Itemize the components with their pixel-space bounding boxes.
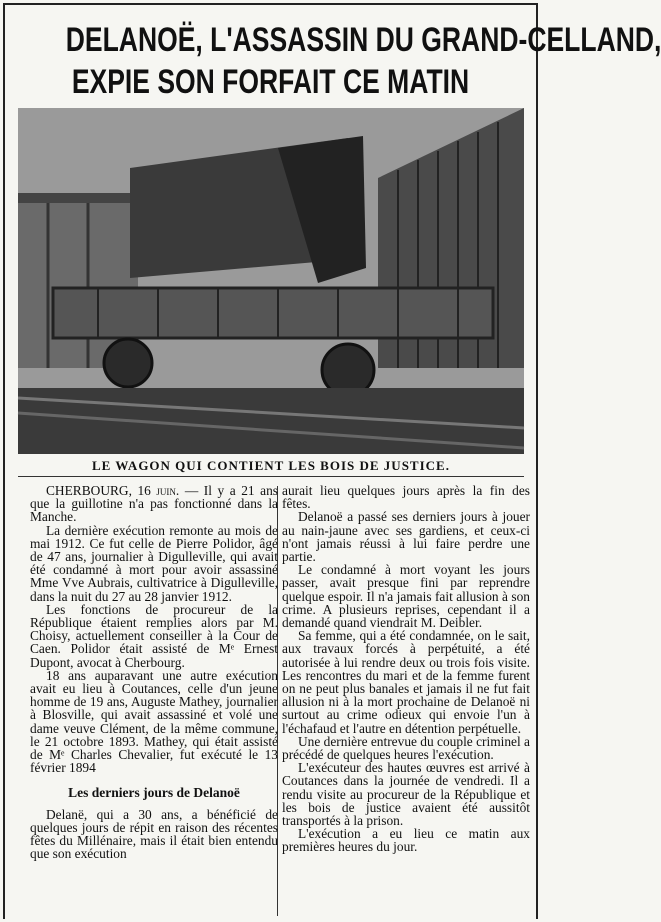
paragraph-text: — Il y a 21 ans que la guillotine n'a pas fonctionné dans la Manche. bbox=[30, 483, 278, 525]
article-paragraph: Le condamné à mort voyant les jours passer, avait presque fini par reprendre quelque espoir. Il n'a jamais fait allusion à son crime. A plusieurs reprises, cependant il a demandé quand viendrait M. Deibler. bbox=[282, 562, 530, 631]
article-paragraph: La dernière exécution remonte au mois de mai 1912. Ce fut celle de Pierre Polidor, âgé de 47 ans, journalier à Digulleville, qui avait été condamné à mort pour avoir assassiné Mme Vve Aubrais, cultivatrice à Digulleville, dans la nuit du 27 au 28 janvier 1912. bbox=[30, 522, 278, 604]
article-paragraph: Les fonctions de procureur de la République étaient remplies alors par M. Choisy, actuellement conseiller à la Cour de Caen. Polidor était assisté de Mᵉ Ernest Dupont, avocat à Cherbourg. bbox=[30, 601, 278, 670]
dateline: CHERBOURG, 16 juin. bbox=[46, 483, 180, 498]
article-paragraph: L'exécuteur des hautes œuvres est arrivé à Coutances dans la journée de vendredi. Il a rendu visite au procureur de la République et les bois de justice avaient été aussitôt transportés à la prison. bbox=[282, 760, 530, 829]
article-paragraph: Une dernière entrevue du couple criminel a précédé de quelques heures l'exécution. bbox=[282, 733, 530, 763]
article-paragraph: Delanë, qui a 30 ans, a bénéficié de quelques jours de répit en raison des récentes fêtes du Millénaire, mais il était bien entendu que son exécution bbox=[30, 806, 278, 862]
article-paragraph: 18 ans auparavant une autre exécution avait eu lieu à Coutances, celle d'un jeune homme de 19 ans, Auguste Mathey, journalier à Blosville, qui avait assassiné et volé une dame veuve Clément, de la même commune, le 21 octobre 1893. Mathey, qui était assisté de Mᵉ Charles Chevalier, fut exécuté le 13 février 1894 bbox=[30, 667, 278, 776]
article-paragraph: L'exécution a eu lieu ce matin aux premières heures du jour. bbox=[282, 826, 530, 855]
article-paragraph: aurait lieu quelques jours après la fin des fêtes. bbox=[282, 483, 530, 512]
headline-line-2: EXPIE SON FORFAIT CE MATIN bbox=[71, 63, 470, 101]
article-paragraph: Delanoë a passé ses derniers jours à jouer au nain-jaune avec ses gardiens, et ceux-ci n'ont jamais réussi à lui faire perdre une partie. bbox=[282, 509, 530, 565]
headline-line-1: DELANOË, L'ASSASSIN DU GRAND-CELLAND, bbox=[65, 21, 661, 59]
photo-caption: LE WAGON QUI CONTIENT LES BOIS DE JUSTICE. bbox=[92, 458, 450, 473]
article-column-2 bbox=[282, 484, 530, 854]
article-paragraph: Sa femme, qui a été condamnée, on le sait, aux travaux forcés à perpétuité, a été autorisée à lui rendre deux ou trois fois visite. Les rencontres du mari et de la femme furent on ne peut plus banales et jamais il ne fut fait allusion ni à la mort prochaine de Delanoë ni surtout au crime odieux qui envoie l'un à l'échafaud et l'autre en détention perpétuelle. bbox=[282, 628, 530, 736]
section-subhead: Les derniers jours de Delanoë bbox=[68, 785, 240, 801]
wagon-photo-illustration bbox=[18, 108, 524, 454]
wagon-photo bbox=[18, 108, 524, 454]
caption-rule bbox=[18, 476, 524, 477]
article-paragraph bbox=[30, 484, 278, 524]
article-column-1 bbox=[30, 484, 278, 860]
